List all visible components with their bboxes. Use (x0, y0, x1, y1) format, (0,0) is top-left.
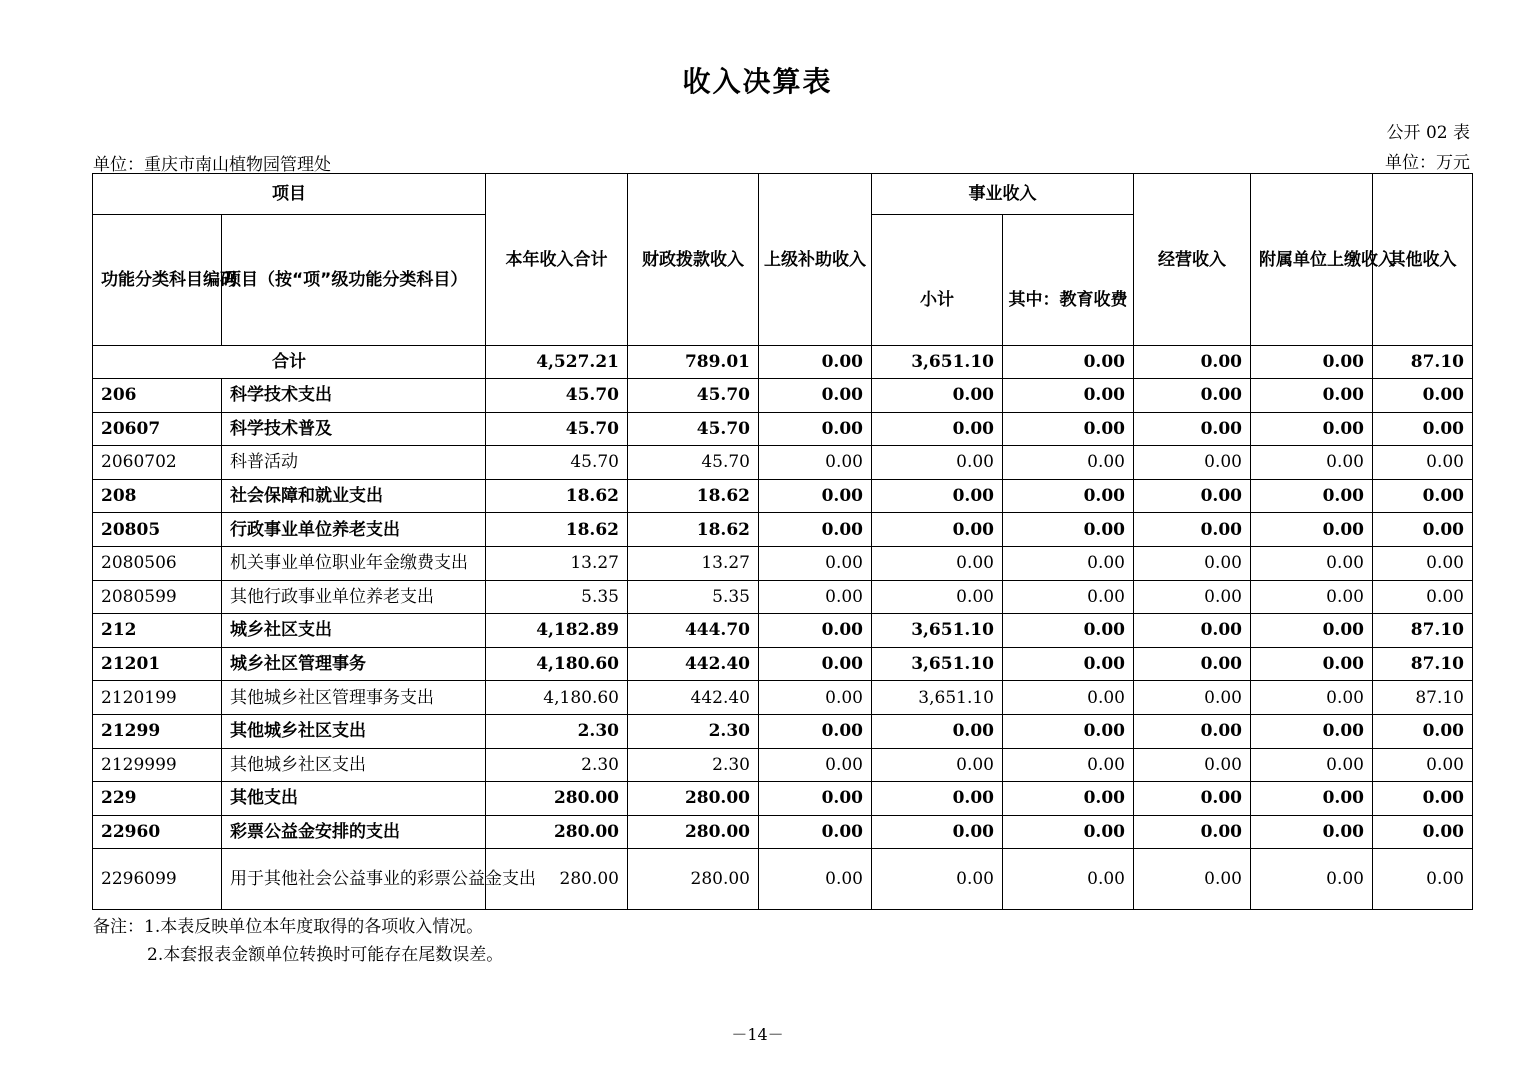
row-value: 87.10 (1373, 681, 1473, 715)
row-value: 0.00 (1251, 748, 1373, 782)
table-row (93, 614, 1473, 648)
row-value: 0.00 (759, 513, 872, 547)
row-code: 208 (93, 479, 222, 513)
row-name: 其他支出 (222, 782, 486, 816)
table-row (93, 815, 1473, 849)
row-name: 科学技术支出 (222, 379, 486, 413)
row-value: 18.62 (628, 479, 759, 513)
row-value: 4,180.60 (486, 681, 628, 715)
row-value: 13.27 (486, 546, 628, 580)
row-value: 0.00 (1373, 714, 1473, 748)
row-value: 0.00 (1373, 782, 1473, 816)
row-value: 0.00 (1373, 513, 1473, 547)
row-value: 0.00 (1134, 714, 1251, 748)
currency-unit: 单位：万元 (1385, 153, 1470, 173)
row-name: 行政事业单位养老支出 (222, 513, 486, 547)
row-value: 0.00 (1134, 849, 1251, 910)
row-value: 0.00 (1134, 446, 1251, 480)
row-name: 机关事业单位职业年金缴费支出 (222, 546, 486, 580)
row-value: 280.00 (628, 782, 759, 816)
row-value: 0.00 (1251, 379, 1373, 413)
row-value: 0.00 (759, 546, 872, 580)
row-value: 0.00 (1003, 513, 1134, 547)
row-value: 0.00 (1134, 479, 1251, 513)
row-value: 0.00 (1251, 849, 1373, 910)
row-value: 0.00 (1251, 681, 1373, 715)
row-value: 45.70 (486, 446, 628, 480)
header-total: 本年收入合计 (486, 174, 628, 346)
row-value: 5.35 (628, 580, 759, 614)
total-cell: 3,651.10 (872, 346, 1003, 379)
row-value: 0.00 (1003, 614, 1134, 648)
row-value: 0.00 (1003, 647, 1134, 681)
row-code: 206 (93, 379, 222, 413)
row-value: 0.00 (1003, 580, 1134, 614)
row-value: 0.00 (1134, 379, 1251, 413)
row-value: 0.00 (872, 815, 1003, 849)
total-label: 合计 (93, 346, 486, 379)
row-value: 280.00 (486, 815, 628, 849)
notes (93, 913, 503, 969)
row-value: 0.00 (872, 546, 1003, 580)
row-value: 0.00 (872, 412, 1003, 446)
row-value: 0.00 (1134, 614, 1251, 648)
row-value: 0.00 (759, 849, 872, 910)
row-code: 2080599 (93, 580, 222, 614)
header-affiliated: 附属单位上缴收入 (1251, 174, 1373, 346)
row-value: 0.00 (1373, 379, 1473, 413)
table-row (93, 580, 1473, 614)
row-value: 0.00 (1373, 479, 1473, 513)
row-name: 其他城乡社区支出 (222, 714, 486, 748)
page-title: 收入决算表 (682, 65, 833, 98)
row-value: 87.10 (1373, 614, 1473, 648)
row-name: 城乡社区管理事务 (222, 647, 486, 681)
row-value: 0.00 (1251, 479, 1373, 513)
row-value: 0.00 (1373, 748, 1473, 782)
table-row (93, 748, 1473, 782)
row-value: 0.00 (1251, 546, 1373, 580)
row-value: 0.00 (1373, 446, 1473, 480)
row-value: 3,651.10 (872, 614, 1003, 648)
row-value: 280.00 (628, 849, 759, 910)
row-value: 0.00 (1003, 714, 1134, 748)
row-value: 0.00 (759, 614, 872, 648)
row-value: 0.00 (1003, 379, 1134, 413)
row-value: 0.00 (759, 446, 872, 480)
row-value: 3,651.10 (872, 647, 1003, 681)
row-value: 0.00 (1373, 815, 1473, 849)
row-value: 2.30 (628, 748, 759, 782)
row-value: 444.70 (628, 614, 759, 648)
row-value: 280.00 (486, 849, 628, 910)
row-value: 0.00 (1003, 815, 1134, 849)
table-row (93, 647, 1473, 681)
row-value: 0.00 (872, 513, 1003, 547)
row-value: 18.62 (628, 513, 759, 547)
row-name: 科学技术普及 (222, 412, 486, 446)
row-value: 2.30 (628, 714, 759, 748)
row-value: 0.00 (1003, 782, 1134, 816)
row-value: 0.00 (759, 580, 872, 614)
row-code: 21299 (93, 714, 222, 748)
header-project: 项目 (93, 174, 486, 215)
row-value: 0.00 (759, 815, 872, 849)
row-value: 0.00 (872, 446, 1003, 480)
row-value: 0.00 (759, 379, 872, 413)
row-code: 20805 (93, 513, 222, 547)
row-name: 社会保障和就业支出 (222, 479, 486, 513)
row-name: 用于其他社会公益事业的彩票公益金支出 (222, 849, 486, 910)
row-value: 442.40 (628, 647, 759, 681)
row-value: 0.00 (1251, 815, 1373, 849)
row-value: 45.70 (628, 412, 759, 446)
income-table (92, 173, 1473, 910)
row-value: 0.00 (1134, 815, 1251, 849)
table-row (93, 412, 1473, 446)
header-fiscal: 财政拨款收入 (628, 174, 759, 346)
row-value: 0.00 (1003, 412, 1134, 446)
row-value: 0.00 (759, 748, 872, 782)
row-value: 2.30 (486, 714, 628, 748)
row-value: 87.10 (1373, 647, 1473, 681)
row-value: 18.62 (486, 513, 628, 547)
row-code: 229 (93, 782, 222, 816)
row-value: 0.00 (1373, 580, 1473, 614)
header-operating: 经营收入 (1134, 174, 1251, 346)
row-value: 0.00 (872, 849, 1003, 910)
row-code: 2296099 (93, 849, 222, 910)
row-value: 0.00 (1373, 849, 1473, 910)
table-row (93, 513, 1473, 547)
row-value: 280.00 (486, 782, 628, 816)
row-name: 科普活动 (222, 446, 486, 480)
row-code: 22960 (93, 815, 222, 849)
row-code: 2120199 (93, 681, 222, 715)
row-value: 0.00 (1134, 647, 1251, 681)
row-value: 45.70 (628, 446, 759, 480)
row-value: 0.00 (1134, 580, 1251, 614)
row-value: 0.00 (872, 714, 1003, 748)
row-value: 0.00 (759, 647, 872, 681)
row-code: 2080506 (93, 546, 222, 580)
header-func-name: 项目（按“项”级功能分类科目） (222, 215, 486, 346)
header-education: 其中：教育收费 (1003, 215, 1134, 346)
row-value: 0.00 (759, 681, 872, 715)
row-value: 280.00 (628, 815, 759, 849)
row-value: 0.00 (872, 748, 1003, 782)
row-name: 其他城乡社区管理事务支出 (222, 681, 486, 715)
row-value: 0.00 (1251, 513, 1373, 547)
row-value: 0.00 (1134, 782, 1251, 816)
row-value: 4,182.89 (486, 614, 628, 648)
total-cell: 0.00 (1134, 346, 1251, 379)
row-value: 18.62 (486, 479, 628, 513)
row-code: 2129999 (93, 748, 222, 782)
table-row (93, 446, 1473, 480)
total-cell: 0.00 (1251, 346, 1373, 379)
row-value: 13.27 (628, 546, 759, 580)
row-value: 0.00 (1003, 479, 1134, 513)
header-other: 其他收入 (1373, 174, 1473, 346)
row-value: 0.00 (1373, 546, 1473, 580)
row-value: 0.00 (1003, 681, 1134, 715)
row-value: 0.00 (872, 379, 1003, 413)
row-value: 45.70 (486, 412, 628, 446)
row-value: 0.00 (759, 479, 872, 513)
header-superior: 上级补助收入 (759, 174, 872, 346)
note-line: 备注：1.本表反映单位本年度取得的各项收入情况。 (93, 917, 484, 937)
row-value: 0.00 (1251, 412, 1373, 446)
row-value: 0.00 (1251, 614, 1373, 648)
table-row (93, 714, 1473, 748)
row-code: 20607 (93, 412, 222, 446)
row-code: 212 (93, 614, 222, 648)
table-row (93, 379, 1473, 413)
row-value: 0.00 (1251, 647, 1373, 681)
row-value: 0.00 (1003, 446, 1134, 480)
row-value: 0.00 (1134, 681, 1251, 715)
row-name: 其他行政事业单位养老支出 (222, 580, 486, 614)
row-name: 其他城乡社区支出 (222, 748, 486, 782)
row-value: 3,651.10 (872, 681, 1003, 715)
row-value: 0.00 (1251, 782, 1373, 816)
row-value: 0.00 (759, 714, 872, 748)
row-value: 0.00 (1134, 748, 1251, 782)
row-value: 0.00 (1134, 513, 1251, 547)
table-row (93, 546, 1473, 580)
form-number: 公开 02 表 (1386, 123, 1470, 143)
row-code: 21201 (93, 647, 222, 681)
row-value: 442.40 (628, 681, 759, 715)
row-value: 0.00 (1251, 446, 1373, 480)
row-name: 城乡社区支出 (222, 614, 486, 648)
row-value: 2.30 (486, 748, 628, 782)
total-cell: 0.00 (1003, 346, 1134, 379)
unit-name: 单位：重庆市南山植物园管理处 (93, 155, 331, 175)
row-value: 0.00 (872, 580, 1003, 614)
row-value: 0.00 (1251, 580, 1373, 614)
row-value: 0.00 (872, 479, 1003, 513)
total-cell: 789.01 (628, 346, 759, 379)
table-row (93, 782, 1473, 816)
row-value: 5.35 (486, 580, 628, 614)
header-subtotal: 小计 (872, 215, 1003, 346)
row-value: 0.00 (1003, 546, 1134, 580)
note-line: 2.本套报表金额单位转换时可能存在尾数误差。 (147, 945, 504, 965)
row-value: 4,180.60 (486, 647, 628, 681)
row-value: 0.00 (1134, 546, 1251, 580)
row-value: 0.00 (1003, 849, 1134, 910)
row-value: 0.00 (1373, 412, 1473, 446)
header-func-code: 功能分类科目编码 (93, 215, 222, 346)
total-cell: 87.10 (1373, 346, 1473, 379)
table-row (93, 479, 1473, 513)
total-cell: 4,527.21 (486, 346, 628, 379)
page-number: －14－ (731, 1025, 784, 1044)
row-value: 45.70 (486, 379, 628, 413)
row-code: 2060702 (93, 446, 222, 480)
row-value: 0.00 (1003, 748, 1134, 782)
row-value: 0.00 (872, 782, 1003, 816)
header-business-income: 事业收入 (872, 174, 1134, 215)
row-value: 0.00 (1251, 714, 1373, 748)
total-cell: 0.00 (759, 346, 872, 379)
row-value: 0.00 (759, 412, 872, 446)
row-value: 0.00 (1134, 412, 1251, 446)
table-row (93, 849, 1473, 910)
table-row (93, 681, 1473, 715)
total-row (93, 346, 1473, 379)
row-name: 彩票公益金安排的支出 (222, 815, 486, 849)
row-value: 45.70 (628, 379, 759, 413)
row-value: 0.00 (759, 782, 872, 816)
